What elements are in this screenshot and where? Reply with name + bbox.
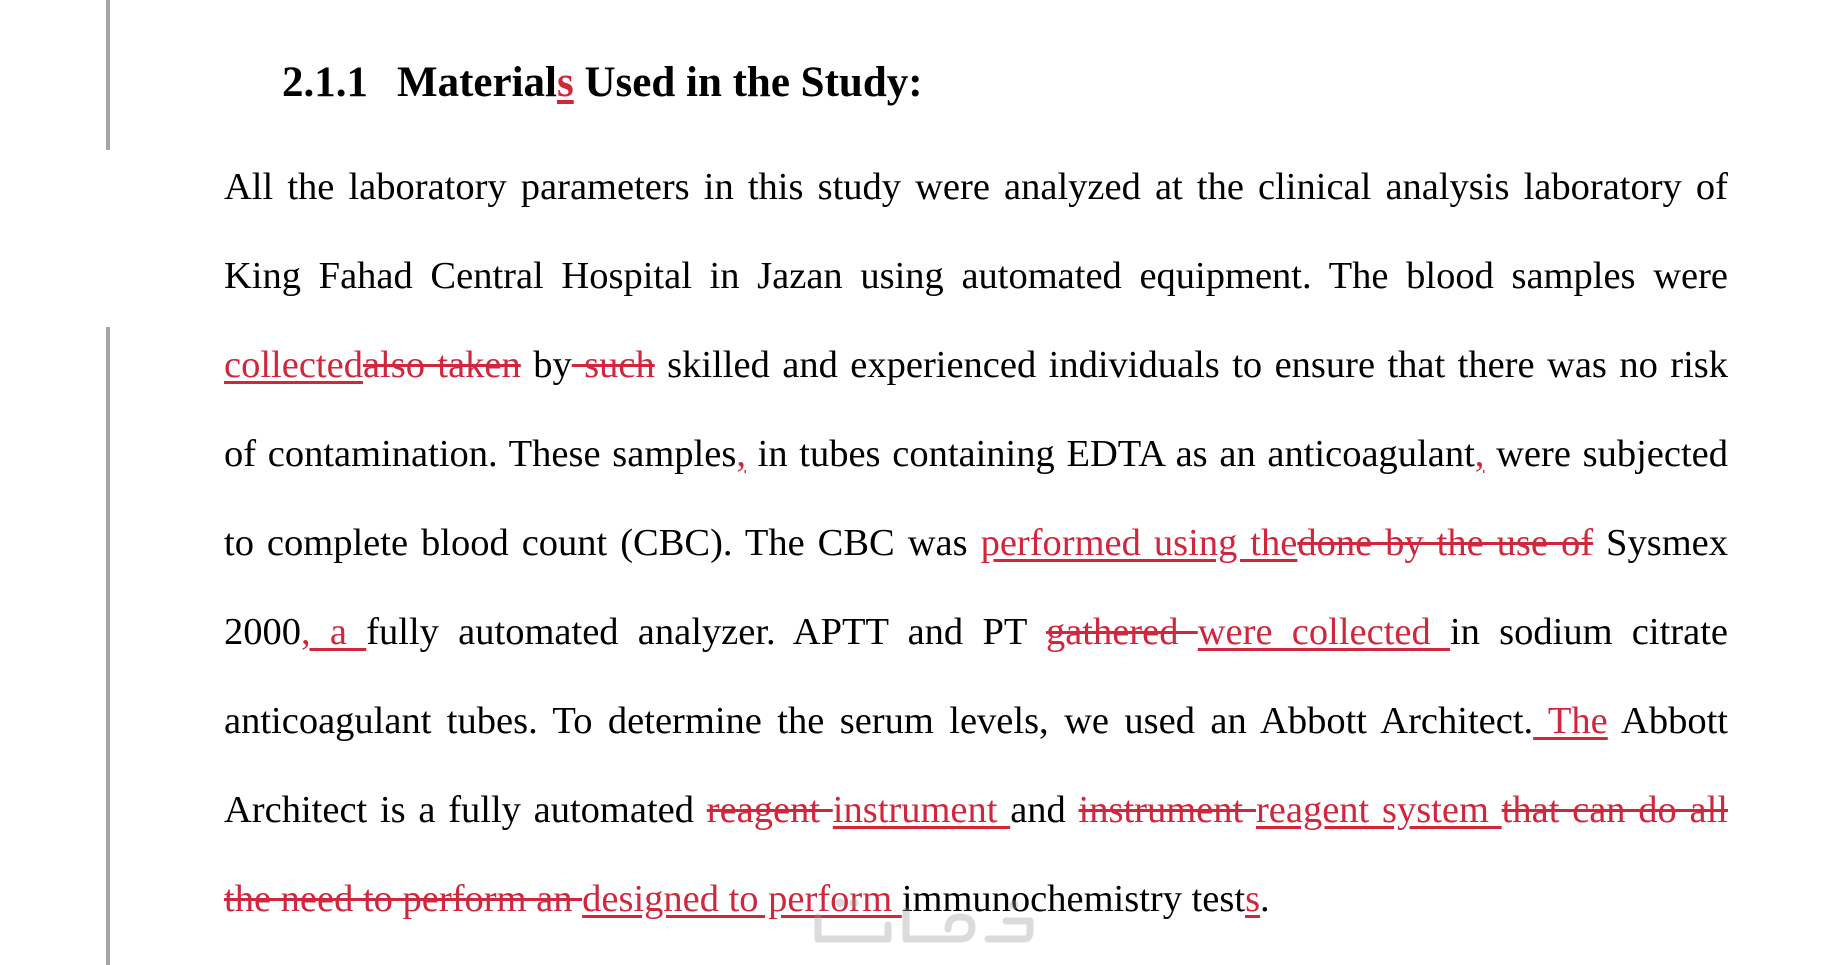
body-paragraph (224, 143, 1728, 944)
insertion: collected (224, 344, 363, 386)
heading-text-rest: Used in the Study: (573, 59, 923, 106)
text-run: fully automated analyzer. APTT and PT (366, 611, 1046, 653)
text-run: All the laboratory parameters in this study were analyzed at the clinical analysis laboratory of King Fahad Central Hospital in Jazan using automated equipment. The blood samples were (224, 166, 1728, 297)
text-run: . (1260, 878, 1270, 920)
insertion: , (736, 433, 746, 475)
deletion: such (571, 344, 655, 386)
deletion: done by the use of (1297, 522, 1594, 564)
text-run: in sodium citrate anticoagulant tubes. To determine the serum levels, we used an Abbott Architect. (224, 611, 1728, 742)
heading-insertion: s (556, 59, 574, 106)
deletion: also taken (362, 344, 521, 386)
deletion: gathered (1045, 611, 1198, 653)
insertion: The (1533, 700, 1608, 742)
text-run: by (520, 344, 572, 386)
insertion: reagent system (1255, 789, 1502, 831)
insertion: s (1245, 878, 1261, 920)
text-run: in tubes containing EDTA as an anticoagulant (745, 433, 1475, 475)
insertion: , a (301, 611, 367, 653)
khamsat-logo-icon (810, 895, 1035, 955)
deletion: reagent (706, 789, 833, 831)
change-bar-bottom (106, 327, 110, 965)
text-run: were subjected to complete blood count (CBC). The CBC was (224, 433, 1728, 564)
section-heading (282, 58, 923, 107)
insertion: , (1474, 433, 1485, 475)
heading-text: Material (397, 59, 557, 106)
insertion: were collected (1197, 611, 1450, 653)
text-run: and (1010, 789, 1079, 831)
text-run: immunochemistry test (901, 878, 1246, 920)
insertion: instrument (832, 789, 1011, 831)
change-bar-top (106, 0, 110, 150)
text-run: Abbott Architect is a fully automated (224, 700, 1728, 831)
deletion: that can do all the need to perform an (224, 789, 1728, 920)
insertion: designed to perform (582, 878, 902, 920)
section-number: 2.1.1 (282, 59, 368, 106)
deletion: instrument (1078, 789, 1256, 831)
text-run: skilled and experienced individuals to ensure that there was no risk of contamination. These samples (224, 344, 1729, 475)
insertion: performed using the (980, 522, 1298, 564)
text-run: Sysmex 2000 (224, 522, 1728, 653)
